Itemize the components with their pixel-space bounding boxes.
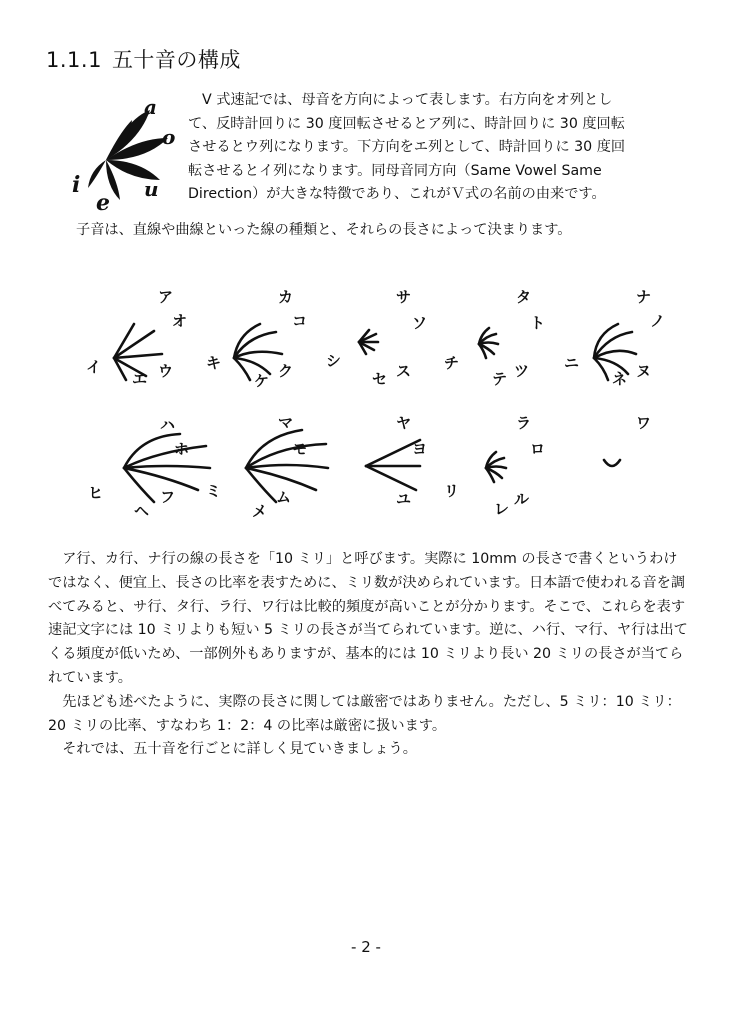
kana-label: サ: [396, 288, 412, 306]
kana-label: フ: [160, 488, 176, 506]
labels-ta-row: [444, 288, 545, 388]
kana-label: ニ: [564, 354, 580, 372]
kana-label: シ: [326, 352, 342, 370]
page-number: - 2 -: [351, 938, 381, 956]
kana-label: テ: [492, 370, 508, 388]
intro-line: て、反時計回りに 30 度回転させるとア列に、時計回りに 30 度回転: [188, 115, 625, 132]
logo-vowel-u: u: [144, 177, 159, 201]
kana-label: ト: [530, 314, 546, 332]
stroke-group-ra-row: [486, 452, 506, 482]
labels-ya-row: [396, 414, 427, 508]
kana-label: オ: [172, 312, 188, 330]
kana-label: ケ: [254, 372, 270, 390]
kana-label: レ: [494, 500, 510, 518]
kana-label: ホ: [174, 440, 190, 458]
stroke-group-ta-row: [479, 328, 498, 358]
kana-label: イ: [86, 358, 102, 376]
kana-label: モ: [292, 440, 308, 458]
kana-label: ハ: [160, 416, 176, 434]
kana-label: ク: [278, 362, 294, 380]
kana-label: ユ: [396, 490, 412, 508]
kana-label: ノ: [650, 312, 666, 330]
body-paragraph: それでは、五十音を行ごとに詳しく見ていきましょう。: [62, 741, 417, 758]
kana-label: ス: [396, 362, 412, 380]
body-paragraph: ア行、カ行、ナ行の線の長さを「10 ミリ」と呼びます。実際に 10mm の長さで書くというわけではなく、便宜上、長さの比率を表すために、ミリ数が決められています。日本語で使われる音を調べてみると、サ行、タ行、ラ行、ワ行は比較的頻度が高いことが分かります。そこで、これらを表す速記文字には 10 ミリよりも短い 5 ミリの長さが当てられています。逆に、ハ行、マ行、ヤ行は出てくる頻度が低いため、一部例外もありますが、基本的には 10 ミリより長い 20 ミリの長さが当てられています。: [48, 551, 688, 686]
kana-label: セ: [372, 370, 388, 388]
kana-label: ヨ: [412, 440, 428, 458]
labels-sa-row: [326, 288, 427, 388]
kana-label: ツ: [514, 362, 530, 380]
kana-label: ロ: [530, 440, 546, 458]
intro-continuation: 子音は、直線や曲線といった線の種類と、それらの長さによって決まります。: [76, 222, 572, 238]
kana-label: ウ: [158, 362, 174, 380]
kana-label: マ: [278, 414, 294, 432]
kana-label: リ: [444, 482, 460, 500]
logo-vowel-e: e: [96, 190, 110, 216]
intro-line: Direction）が大きな特徴であり、これがＶ式の名前の由来です。: [188, 186, 606, 203]
kana-label: エ: [132, 370, 148, 388]
kana-label: チ: [444, 354, 460, 372]
logo-petal-i: [88, 160, 106, 188]
kana-stroke-diagram: [76, 276, 676, 526]
intro-paragraph: [188, 89, 693, 207]
kana-label: ナ: [636, 288, 652, 306]
kana-label: ヘ: [134, 502, 150, 520]
section-heading: [46, 44, 241, 74]
kana-label: ア: [158, 288, 174, 306]
logo-vowel-a: a: [144, 98, 157, 119]
kana-label: コ: [292, 312, 308, 330]
kana-label: ヒ: [88, 484, 104, 502]
kana-label: ネ: [612, 370, 628, 388]
kana-label: ラ: [516, 414, 532, 432]
body-paragraph: 先ほども述べたように、実際の長さに関しては厳密ではありません。ただし、5 ミリ：10 ミリ：20 ミリの比率、すなわち 1：2：4 の比率は厳密に扱います。: [48, 693, 681, 734]
kana-label: ワ: [636, 414, 652, 432]
kana-label: ル: [514, 490, 530, 508]
kana-label: ヌ: [636, 362, 652, 380]
kana-label: タ: [516, 288, 532, 306]
stroke-group-wa-row: [604, 460, 620, 466]
kana-label: ミ: [206, 482, 222, 500]
intro-line: させるとウ列になります。下方向をエ列として、時計回りに 30 度回: [188, 139, 626, 156]
logo-vowel-o: o: [162, 125, 176, 149]
stroke-group-sa-row: [359, 330, 378, 354]
vowel-direction-logo-icon: [70, 98, 188, 218]
section-title: 五十音の構成: [111, 48, 241, 72]
intro-line: 転させるとイ列になります。同母音同方向（Same Vowel Same: [188, 162, 602, 179]
kana-label: メ: [252, 502, 268, 520]
section-number: 1.1.1: [46, 48, 102, 72]
labels-wa-row: [636, 414, 651, 432]
kana-label: ヤ: [396, 414, 412, 432]
kana-label: カ: [278, 288, 294, 306]
logo-vowel-i: i: [72, 172, 81, 198]
kana-label: ム: [276, 488, 292, 506]
kana-label: ソ: [412, 314, 428, 332]
kana-label: キ: [206, 354, 222, 372]
intro-line: V 式速記では、母音を方向によって表します。右方向をオ列とし: [202, 92, 613, 108]
body-text: [48, 548, 688, 762]
labels-a-row: [86, 288, 187, 388]
